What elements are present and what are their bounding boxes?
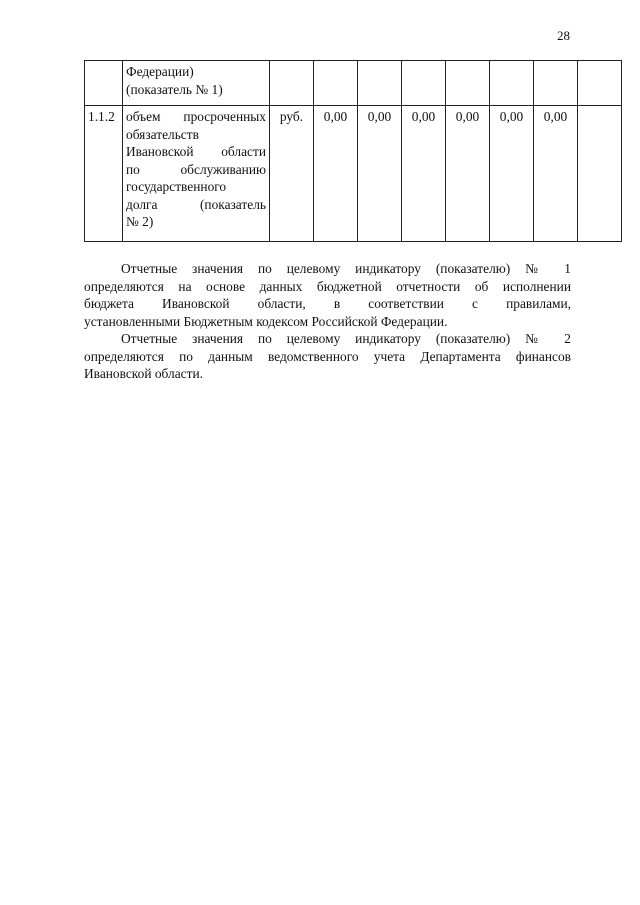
text-line: Отчетные значения по целевому индикатору (показателю) № 2 xyxy=(121,331,571,346)
value-cell xyxy=(402,61,446,106)
note-paragraph-2 xyxy=(84,330,571,383)
value-cell xyxy=(534,61,578,106)
value-cell xyxy=(358,61,402,106)
value-cell: 0,00 xyxy=(402,106,446,242)
table-row xyxy=(85,61,622,106)
indicator-name-line: объем просроченных xyxy=(126,109,266,124)
indicator-name-line: по обслуживанию xyxy=(126,161,266,177)
unit-cell: руб. xyxy=(270,106,314,242)
text-line: установленными Бюджетным кодексом Российской Федерации. xyxy=(84,313,448,329)
notes-text xyxy=(84,260,571,383)
indicator-number-cell xyxy=(85,61,123,106)
indicator-name-line: государственного xyxy=(126,179,227,194)
indicator-table xyxy=(84,60,622,242)
note-paragraph-1 xyxy=(84,260,571,330)
value-cell: 0,00 xyxy=(534,106,578,242)
indicator-number-cell: 1.1.2 xyxy=(85,106,123,242)
indicator-name-line: обязательств xyxy=(126,126,199,142)
value-cell: 0,00 xyxy=(490,106,534,242)
text-line: определяются по данным ведомственного учета Департамента финансов xyxy=(84,348,571,364)
indicator-name-line: Федерации) xyxy=(126,64,194,79)
indicator-name-line: № 2) xyxy=(126,214,154,229)
value-cell xyxy=(314,61,358,106)
value-cell xyxy=(578,106,622,242)
text-line: определяются на основе данных бюджетной отчетности об исполнении xyxy=(84,278,571,294)
value-cell xyxy=(446,61,490,106)
table-row xyxy=(85,106,622,242)
value-cell: 0,00 xyxy=(358,106,402,242)
text-line: бюджета Ивановской области, в соответствии с правилами, xyxy=(84,296,571,311)
value-cell xyxy=(490,61,534,106)
text-line: Отчетные значения по целевому индикатору (показателю) № 1 xyxy=(121,261,571,276)
indicator-name-line: (показатель № 1) xyxy=(126,81,223,97)
indicator-name-cell xyxy=(123,106,270,242)
unit-cell xyxy=(270,61,314,106)
value-cell: 0,00 xyxy=(314,106,358,242)
indicator-name-line: долга (показатель xyxy=(126,196,266,212)
text-line: Ивановской области. xyxy=(84,366,203,381)
value-cell xyxy=(578,61,622,106)
value-cell: 0,00 xyxy=(446,106,490,242)
page-number: 28 xyxy=(557,28,570,43)
indicator-name-line: Ивановской области xyxy=(126,144,266,159)
indicator-name-cell xyxy=(123,61,270,106)
